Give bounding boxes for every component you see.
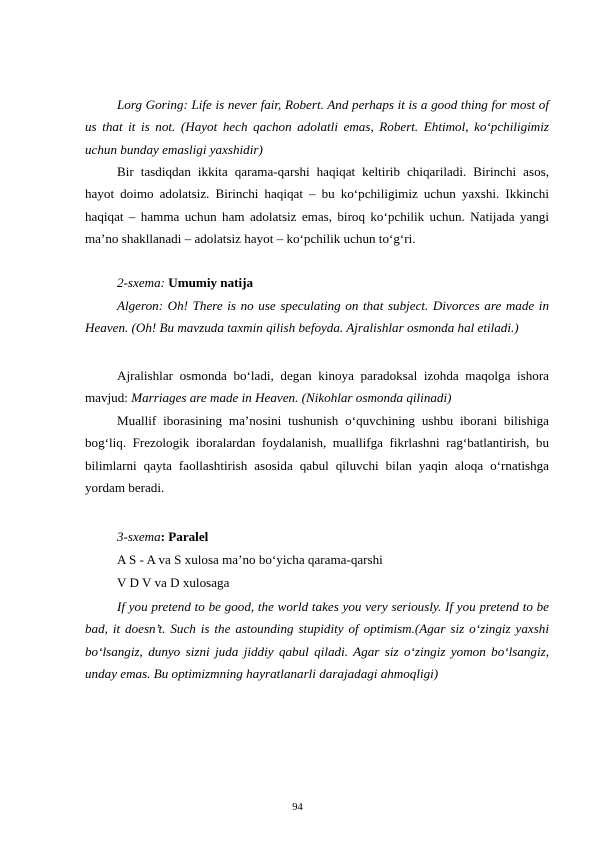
schema-2-title: Umumiy natija (168, 275, 254, 290)
analysis-paragraph-1: Bir tasdiqdan ikkita qarama-qarshi haqiqat keltirib chiqariladi. Birinchi asos, hayot doimo adolatsiz. Birinchi haqiqat – bu ko‘pchiligimiz uchun yaxshi. Ikkinchi haqiqat – hamma uchun ham adolatsiz emas, biroq ko‘pchilik uchun. Natijada yangi ma’no shakllanadi – adolatsiz hayot – ko‘pchilik uchun to‘g‘ri. (85, 164, 549, 246)
schema-3-label: 3-sxema (117, 529, 161, 544)
quote-paragraph-goring: Lorg Goring: Life is never fair, Robert. And perhaps it is a good thing for most of us that it is not. (Hayot hech qachon adolatli emas, Robert. Ehtimol, ko‘pchiligimiz uchun bunday emasligi yaxshidir) (85, 97, 549, 157)
analysis-paragraph-3: Muallif iborasining ma’nosini tushunish o‘quvchining ushbu iborani bilishiga bog‘liq. Frezologik iboralardan foydalanish, muallifga fikrlashni rag‘batlantirish, bu bilimlarni qayta faollashtirish asosida qabul qiluvchi bilan yaqin aloqa o‘rnatishga yordam beradi. (85, 413, 549, 495)
schema-line-as: A S - A va S xulosa ma’no bo‘yicha qarama-qarshi (117, 552, 383, 567)
schema-3-title: : Paralel (160, 529, 209, 544)
schema-2-label: 2-sxema: (117, 275, 165, 290)
quote-paragraph-optimism: If you pretend to be good, the world takes you very seriously. If you pretend to be bad, it doesn’t. Such is the astounding stupidity of optimism.(Agar siz o‘zingiz yaxshi bo‘lsangiz, dunyo sizni juda jiddiy qabul qiladi. Agar siz o‘zingiz yomon bo‘lsangiz, unday emas. Bu optimizmning hayratlanarli darajadagi ahmoqligi) (85, 599, 549, 681)
schema-2-heading (117, 272, 253, 294)
schema-3-heading (117, 526, 208, 548)
analysis-paragraph-2 (85, 365, 549, 410)
schema-line-vd: V D V va D xulosaga (117, 575, 230, 590)
quote-paragraph-algeron: Algeron: Oh! There is no use speculating on that subject. Divorces are made in Heaven. (Oh! Bu mavzuda taxmin qilish befoyda. Ajralishlar osmonda hal etiladi.) (85, 298, 549, 336)
page-number: 94 (292, 802, 303, 813)
analysis-paragraph-2-text: Ajralishlar osmonda bo‘ladi, degan kinoya paradoksal izohda maqolga ishora mavjud: (85, 368, 549, 406)
analysis-paragraph-2-proverb: Marriages are made in Heaven. (Nikohlar osmonda qilinadi) (131, 390, 452, 406)
